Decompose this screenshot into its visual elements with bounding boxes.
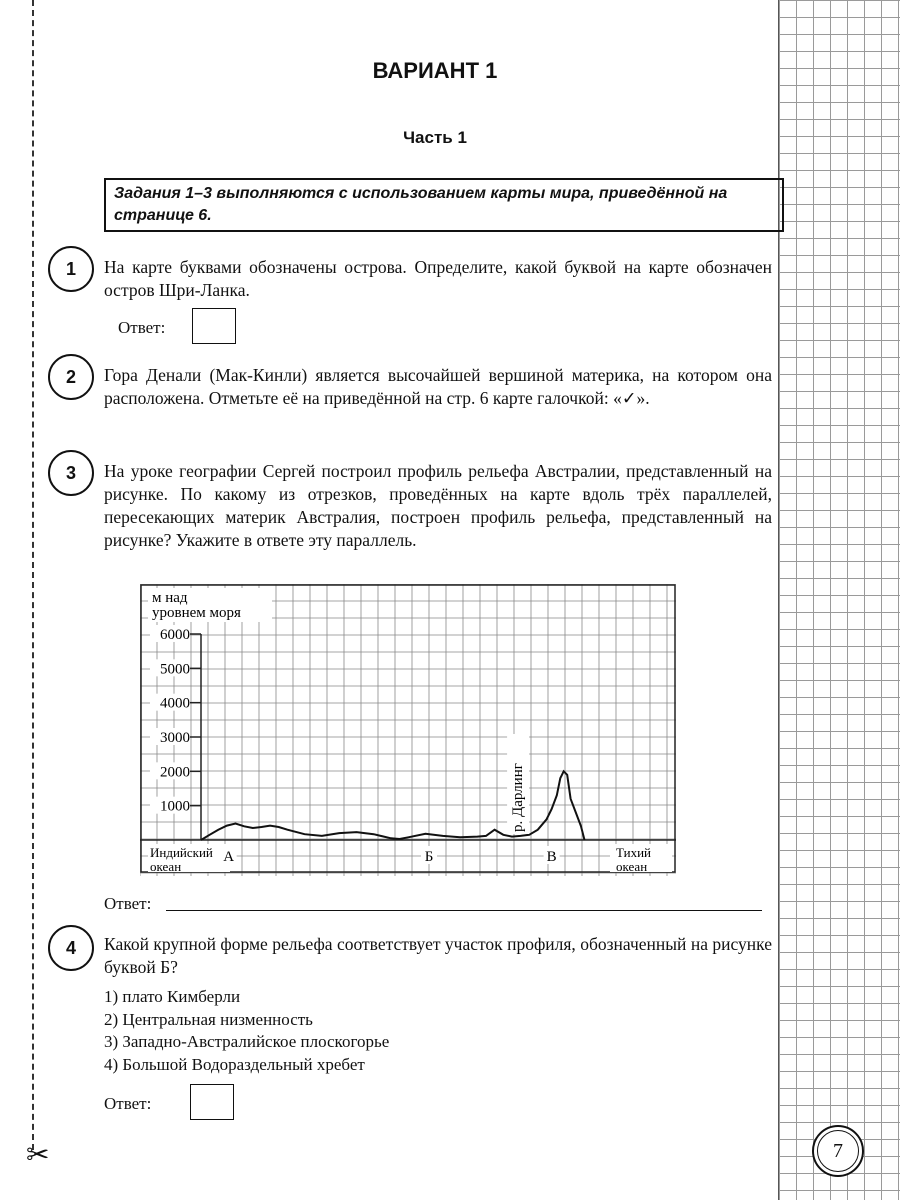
question-number-2: 2 [48, 354, 94, 400]
ylabel-line2: уровнем моря [152, 605, 241, 621]
chart-grid [140, 584, 676, 876]
grid-margin [778, 0, 900, 1200]
part-title: Часть 1 [403, 128, 467, 147]
cut-line [32, 0, 34, 1150]
marker-label: В [546, 849, 557, 865]
y-tick-label: 3000 [160, 730, 190, 746]
left-ocean-line1: Индийский [150, 845, 213, 860]
y-tick-label: 6000 [160, 627, 190, 643]
river-label: р. Дарлинг [510, 763, 527, 832]
options-list [104, 986, 389, 1076]
question-number-1: 1 [48, 246, 94, 292]
page-number [812, 1125, 864, 1177]
marker-label: Б [424, 849, 434, 865]
relief-profile-chart [140, 584, 676, 876]
question-number-4: 4 [48, 925, 94, 971]
left-ocean-line2: океан [150, 859, 182, 874]
marker-label: А [223, 849, 235, 865]
answer-label-4: Ответ: [104, 1094, 152, 1113]
answer-label-3: Ответ: [104, 894, 152, 913]
right-ocean-line1: Тихий [616, 845, 651, 860]
answer-box-4[interactable] [190, 1084, 234, 1120]
question-text-3: На уроке географии Сергей построил профиль рельефа Австралии, представленный на рисунке. По какому из отрезков, проведённых на карте вдоль трёх параллелей, пересекающих материк Австралия, построен профиль рельефа, представленный на рисунке? Укажите в ответе эту параллель. [104, 461, 772, 550]
scissors-icon: ✂ [26, 1140, 50, 1171]
y-tick-label: 4000 [160, 695, 190, 712]
option-2[interactable]: 2) Центральная низменность [104, 1009, 313, 1029]
page-title: ВАРИАНТ 1 [372, 58, 498, 83]
question-number-3: 3 [48, 450, 94, 496]
page-number-text: 7 [833, 1139, 843, 1162]
y-tick-label: 2000 [160, 764, 190, 781]
instruction-box: Задания 1–3 выполняются с использованием карты мира, приведённой на странице 6. [104, 178, 784, 232]
answer-line-3[interactable] [166, 910, 762, 911]
question-text-2: Гора Денали (Мак-Кинли) является высочайшей вершиной материка, на котором она расположена. Отметьте её на приведённой на стр. 6 карте галочкой: «✓». [104, 365, 772, 408]
y-tick-label: 5000 [160, 661, 190, 678]
right-ocean-line2: океан [616, 859, 648, 874]
option-3[interactable]: 3) Западно-Австралийское плоскогорье [104, 1032, 390, 1051]
ylabel-line1: м над [152, 590, 188, 606]
option-4[interactable]: 4) Большой Водораздельный хребет [104, 1054, 365, 1074]
answer-label-1: Ответ: [118, 318, 166, 337]
option-1[interactable]: 1) плато Кимберли [104, 987, 241, 1006]
y-tick-label: 1000 [160, 798, 190, 815]
profile-markers [221, 846, 560, 865]
answer-box-1[interactable] [192, 308, 236, 344]
question-text-4: Какой крупной форме рельефа соответствует участок профиля, обозначенный на рисунке буквой Б? [104, 934, 772, 977]
question-text-1: На карте буквами обозначены острова. Определите, какой буквой на карте обозначен остров Шри-Ланка. [104, 257, 772, 300]
